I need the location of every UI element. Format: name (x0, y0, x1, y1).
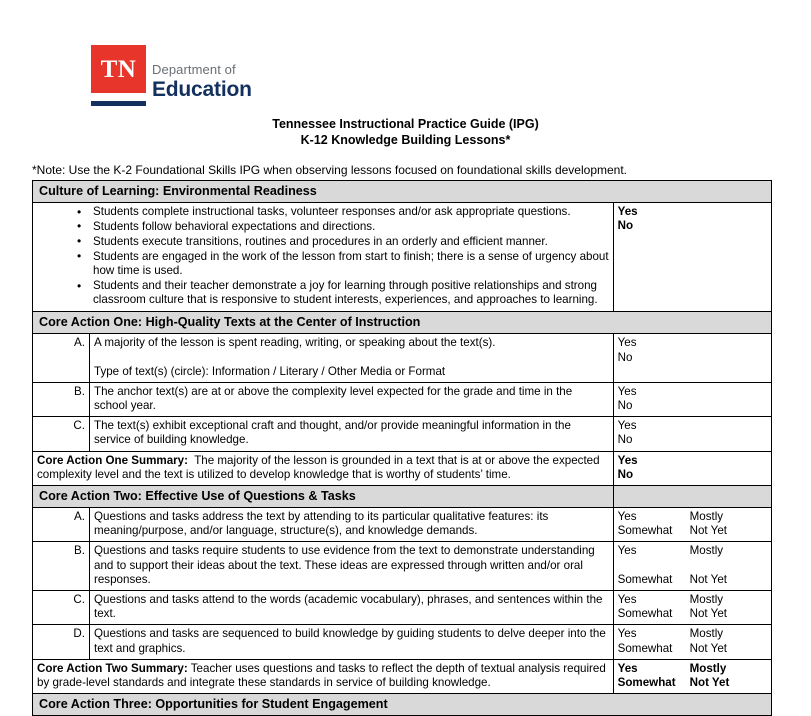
response-option-yes[interactable]: Yes (617, 544, 637, 558)
row-indicator-text: The anchor text(s) are at or above the complexity level expected for the grade and time in the school year. (90, 382, 614, 416)
section-header-culture-of-learning (33, 181, 772, 203)
logo-wordmark (152, 45, 252, 100)
section-header-culture-label: Culture of Learning: Environmental Readiness (33, 181, 772, 203)
ipg-rubric-table (32, 180, 772, 716)
document-title: Tennessee Instructional Practice Guide (IPG) (272, 117, 539, 131)
section-header-core-two-label: Core Action Two: Effective Use of Questions & Tasks (33, 485, 614, 507)
culture-bullet-cell (33, 203, 614, 312)
response-option-yes[interactable]: Yes (617, 592, 637, 606)
core-two-summary-label: Core Action Two Summary: (37, 661, 188, 675)
document-footnote: *Note: Use the K-2 Foundational Skills IPG when observing lessons focused on foundational skills development. (32, 163, 628, 177)
tn-monogram-block (91, 45, 146, 93)
response-option-somewhat[interactable]: Somewhat (617, 607, 673, 621)
table-row (33, 542, 772, 591)
response-option-mostly[interactable]: Mostly (689, 509, 724, 523)
section-header-core-two-response-spacer (613, 485, 771, 507)
response-option-not-yet[interactable]: Not Yet (689, 676, 730, 689)
list-item: • Students are engaged in the work of the lesson from start to finish; there is a sense of urgency about how time is used. (77, 250, 609, 279)
row-response-cell[interactable] (613, 417, 771, 451)
list-item: • Students complete instructional tasks, volunteer responses and/or ask appropriate questions. (77, 205, 609, 219)
list-item: • Students follow behavioral expectations and directions. (77, 220, 609, 234)
row-letter: C. (33, 417, 90, 451)
core-two-summary-response-cell[interactable] (613, 659, 771, 693)
core-one-summary-label: Core Action One Summary: (37, 453, 188, 467)
section-header-core-action-two (33, 485, 772, 507)
response-options-grid[interactable] (618, 593, 767, 621)
list-item: • Students and their teacher demonstrate a joy for learning through positive relationships and strong classroom culture that is responsive to student interests, experiences, and approaches to learning. (77, 279, 609, 308)
section-header-core-action-one (33, 312, 772, 334)
response-option-somewhat[interactable]: Somewhat (617, 676, 676, 689)
response-option-no[interactable]: No (617, 433, 633, 447)
row-text-cell (90, 334, 614, 382)
response-option-no[interactable]: No (617, 219, 634, 233)
row-letter: C. (33, 590, 90, 624)
row-response-cell[interactable] (613, 625, 771, 659)
table-row-core-two-summary (33, 659, 772, 693)
logo-mark (91, 45, 146, 106)
core-two-summary-text: Teacher uses questions and tasks to reflect the depth of textual analysis required by grade-level standards and integrate these standards in service of building knowledge. (37, 661, 606, 689)
row-indicator-text: Questions and tasks require students to use evidence from the text to demonstrate understanding and to support their ideas about the text. These ideas are expressed through written and/or oral responses. (90, 542, 614, 591)
row-indicator-text: A majority of the lesson is spent reading, writing, or speaking about the text(s). (94, 336, 496, 350)
row-letter: B. (33, 382, 90, 416)
response-option-not-yet[interactable]: Not Yet (689, 607, 727, 621)
core-one-summary-text: The majority of the lesson is grounded in a text that is at or above the expected complexity level and the text is utilized to develop knowledge that is worthy of students’ time. (37, 453, 600, 481)
table-row (33, 590, 772, 624)
response-options-grid[interactable] (618, 662, 767, 690)
response-option-yes[interactable]: Yes (617, 336, 637, 350)
response-option-yes[interactable]: Yes (617, 661, 638, 675)
row-response-cell[interactable] (613, 507, 771, 541)
row-response-cell[interactable] (613, 590, 771, 624)
row-indicator-text: Questions and tasks are sequenced to build knowledge by guiding students to delve deeper into the text and graphics. (90, 625, 614, 659)
response-options-grid[interactable] (618, 510, 767, 538)
table-row (33, 382, 772, 416)
logo-department-text: Department of (152, 62, 236, 77)
response-option-somewhat[interactable]: Somewhat (617, 641, 673, 655)
response-option-somewhat[interactable]: Somewhat (617, 572, 673, 586)
response-option-mostly[interactable]: Mostly (689, 592, 724, 606)
core-one-summary-cell (33, 451, 614, 485)
logo-education-text: Education (152, 78, 252, 101)
row-indicator-text: Questions and tasks attend to the words (academic vocabulary), phrases, and sentences within the text. (90, 590, 614, 624)
response-option-not-yet[interactable]: Not Yet (689, 572, 727, 586)
section-header-core-three-label: Core Action Three: Opportunities for Student Engagement (33, 694, 772, 716)
table-row (33, 417, 772, 451)
row-spacer (94, 351, 609, 365)
list-item: • Students execute transitions, routines and procedures in an orderly and efficient manner. (77, 235, 609, 249)
section-header-core-one-label: Core Action One: High-Quality Texts at the Center of Instruction (33, 312, 772, 334)
row-letter: A. (33, 334, 90, 382)
core-one-summary-response-cell[interactable] (613, 451, 771, 485)
response-option-not-yet[interactable]: Not Yet (689, 524, 727, 538)
table-row-core-one-summary (33, 451, 772, 485)
response-option-mostly[interactable]: Mostly (689, 627, 724, 641)
response-option-yes[interactable]: Yes (617, 419, 637, 433)
response-option-yes[interactable]: Yes (617, 205, 638, 218)
tn-monogram-text: TN (100, 55, 137, 83)
response-options-grid[interactable] (618, 544, 767, 586)
response-option-somewhat[interactable]: Somewhat (617, 524, 673, 538)
response-option-yes[interactable]: Yes (617, 627, 637, 641)
tn-department-of-education-logo (91, 45, 252, 106)
table-row (33, 507, 772, 541)
section-header-core-action-three (33, 694, 772, 716)
response-option-no[interactable]: No (617, 398, 633, 412)
row-response-cell[interactable] (613, 334, 771, 382)
response-option-mostly[interactable]: Mostly (689, 661, 727, 675)
row-response-cell[interactable] (613, 542, 771, 591)
row-text-type-prompt: Type of text(s) (circle): Information / Literary / Other Media or Format (94, 364, 446, 378)
table-row (33, 334, 772, 382)
row-letter: B. (33, 542, 90, 591)
response-option-yes[interactable]: Yes (617, 509, 637, 523)
row-indicator-text: The text(s) exhibit exceptional craft and thought, and/or provide meaningful information in the service of building knowledge. (90, 417, 614, 451)
row-letter: A. (33, 507, 90, 541)
response-option-not-yet[interactable]: Not Yet (689, 641, 727, 655)
response-option-yes[interactable]: Yes (617, 453, 638, 467)
core-two-summary-cell (33, 659, 614, 693)
row-indicator-text: Questions and tasks address the text by attending to its particular qualitative features: its meaning/purpose, and/or language, structure(s), and knowledge demands. (90, 507, 614, 541)
row-letter: D. (33, 625, 90, 659)
document-subtitle: K-12 Knowledge Building Lessons* (300, 133, 511, 147)
table-row-culture-indicators (33, 203, 772, 312)
response-option-yes[interactable]: Yes (617, 384, 637, 398)
row-response-cell[interactable] (613, 382, 771, 416)
logo-navy-rule (91, 101, 146, 106)
table-row (33, 625, 772, 659)
response-option-no[interactable]: No (617, 467, 634, 481)
culture-bullet-list (37, 205, 609, 308)
response-options-grid[interactable] (618, 627, 767, 655)
response-option-no[interactable]: No (617, 350, 633, 364)
response-option-mostly[interactable]: Mostly (689, 544, 724, 558)
culture-response-cell[interactable] (613, 203, 771, 312)
